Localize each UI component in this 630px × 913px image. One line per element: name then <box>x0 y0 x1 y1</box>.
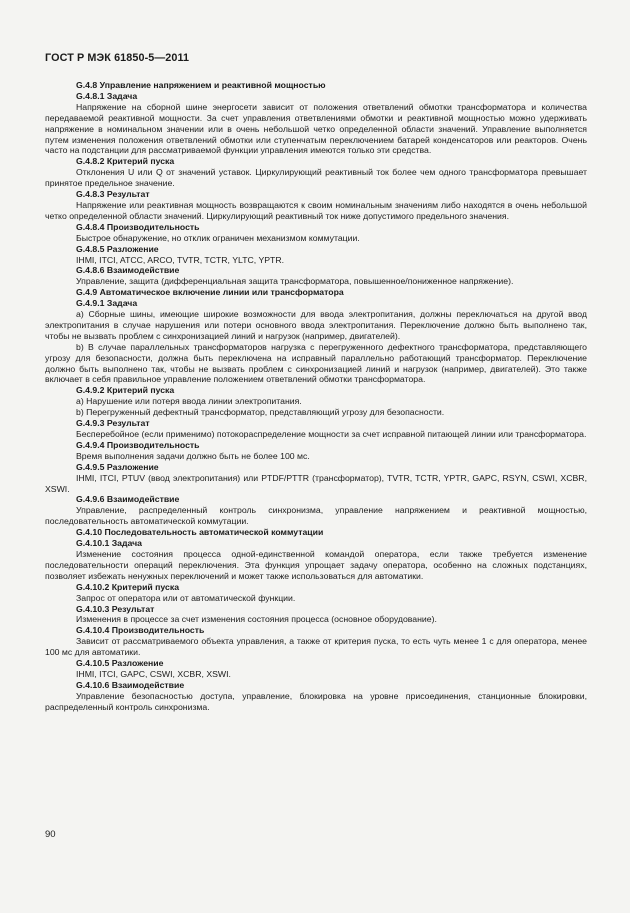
section-heading: G.4.9 Автоматическое включение линии или трансформатора <box>76 287 344 298</box>
paragraph: b) В случае параллельных трансформаторов нагрузка с перегруженного дефектного трансформатора, представляющего угрозу для безопасности, должна быть переключена на исправный параллельно работающий трансформатор. Переключение должно быть выполнено так, чтобы не вызвать проблем с синхронизацией линий и нагрузок (например, двигателей). Это также включает в себя правильное управление положением ответвлений обмотки трансформатора. <box>45 341 587 385</box>
section-heading: G.4.8.5 Разложение <box>76 243 159 254</box>
section-heading: G.4.9.1 Задача <box>76 298 138 309</box>
section-heading: G.4.8 Управление напряжением и реактивной мощностью <box>76 80 326 90</box>
section-heading: G.4.10.5 Разложение <box>76 658 164 669</box>
paragraph: a) Нарушение или потеря ввода линии электропитания. <box>76 396 302 407</box>
paragraph: Управление безопасностью доступа, управление, блокировка на уровне присоединения, станционные блокировки, распределенный контроль синхронизма. <box>45 690 587 712</box>
paragraph: Запрос от оператора или от автоматической функции. <box>76 592 296 603</box>
section-heading: G.4.9.3 Результат <box>76 418 150 429</box>
section-heading: G.4.10.1 Задача <box>76 538 143 549</box>
section-heading: G.4.10.4 Производительность <box>76 625 205 636</box>
section-heading: G.4.9.5 Разложение <box>76 461 159 472</box>
paragraph: Управление, защита (дифференциальная защита трансформатора, повышенное/пониженное напряжение). <box>76 276 514 287</box>
section-heading: G.4.8.3 Результат <box>76 189 150 200</box>
section-heading: G.4.9.6 Взаимодействие <box>76 494 180 505</box>
paragraph: IHMI, ITCI, PTUV (ввод электропитания) или PTDF/PTTR (трансформатор), TVTR, TCTR, YPTR, GAPC, RSYN, CSWI, XCBR, XSWI. <box>45 472 587 494</box>
paragraph: IHMI, ITCI, ATCC, ARCO, TVTR, TCTR, YLTC, YPTR. <box>76 254 285 265</box>
section-heading: G.4.10.6 Взаимодействие <box>76 679 185 690</box>
page-number: 90 <box>45 829 56 840</box>
section-heading: G.4.8.1 Задача <box>76 90 138 101</box>
section-heading: G.4.9.2 Критерий пуска <box>76 385 175 396</box>
paragraph: Бесперебойное (если применимо) потокораспределение мощности за счет исправной питающей линии или трансформатора. <box>76 429 587 439</box>
paragraph: Напряжение или реактивная мощность возвращаются к своим номинальным значениям либо находятся в очень небольшой четко определенной области значений. Циркулирующий реактивный ток ниже допустимого предельного значения. <box>45 199 587 221</box>
paragraph: Изменение состояния процесса одной-единственной командой оператора, если также требуется изменение последовательности операций переключения. Эта функция упрощает задачу оператора, особенно на сложных подстанциях, позволяет избежать ненужных переключений и может также использоваться для автоматики. <box>45 548 587 581</box>
section-heading: G.4.8.2 Критерий пуска <box>76 156 175 167</box>
paragraph: Управление, распределенный контроль синхронизма, управление напряжением и реактивной мощностью, последовательность автоматической коммутации. <box>45 505 587 527</box>
paragraph: Напряжение на сборной шине энергосети зависит от положения ответвлений обмотки трансформатора и количества передаваемой реактивной мощности. За счет управления ответвлениями обмотки и реактивной мощностью можно удерживать напряжение в номинальном значении или в очень небольшой четко определенной области значений. Управление выполняется путем изменения положения ответвлений обмотки или ступенчатым переключением батарей конденсаторов или реакторов. Очень часто на подстанции для рассматриваемой функции управления имеются только эти средства. <box>45 101 587 156</box>
section-heading: G.4.8.4 Производительность <box>76 221 200 232</box>
paragraph: Зависит от рассматриваемого объекта управления, а также от критерия пуска, то есть чуть менее 1 с для оператора, менее 100 мс для автоматики. <box>45 636 587 658</box>
section-heading: G.4.10.3 Результат <box>76 603 155 614</box>
section-heading: G.4.10.2 Критерий пуска <box>76 581 180 592</box>
paragraph: Изменения в процессе за счет изменения состояния процесса (основное оборудование). <box>76 614 437 625</box>
paragraph: Время выполнения задачи должно быть не более 100 мс. <box>76 450 310 461</box>
paragraph: Быстрое обнаружение, но отклик ограничен механизмом коммутации. <box>76 232 360 243</box>
paragraph: Отклонения U или Q от значений уставок. Циркулирующий реактивный ток более чем одного трансформатора превышает принятое предельное значение. <box>45 167 587 189</box>
section-heading: G.4.9.4 Производительность <box>76 439 200 450</box>
paragraph: IHMI, ITCI, GAPC, CSWI, XCBR, XSWI. <box>76 668 231 679</box>
section-heading: G.4.8.6 Взаимодействие <box>76 265 180 276</box>
document-body <box>45 80 587 713</box>
paragraph: a) Сборные шины, имеющие широкие возможности для ввода электропитания, должны переключаться на другой ввод электропитания в случае нарушения или потери основного ввода электропитания. Переключение должно быть выполнено так, чтобы не вызвать проблем с синхронизацией линий и нагрузок (например, двигателей). <box>45 309 587 341</box>
section-heading: G.4.10 Последовательность автоматической коммутации <box>76 527 324 538</box>
paragraph: b) Перегруженный дефектный трансформатор, представляющий угрозу для безопасности. <box>76 407 445 418</box>
document-header: ГОСТ Р МЭК 61850-5—2011 <box>45 52 190 64</box>
